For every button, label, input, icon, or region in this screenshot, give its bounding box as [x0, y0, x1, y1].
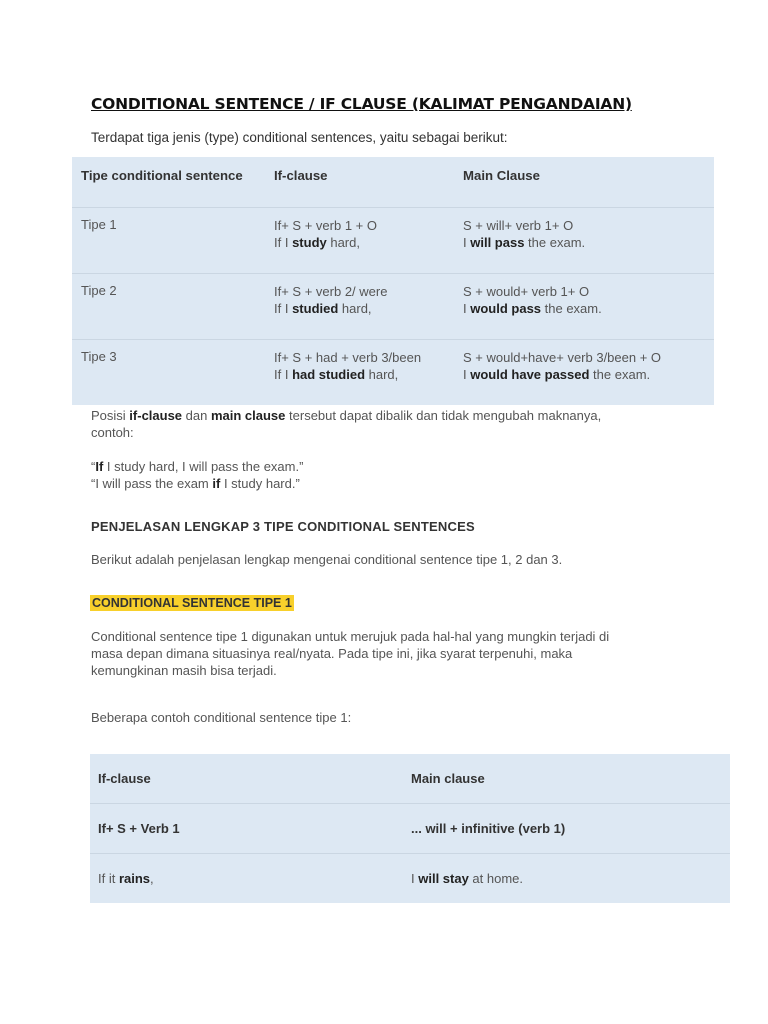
header-main-clause: Main clause [411, 754, 730, 804]
table-row [72, 273, 714, 339]
if-formula: If+ S + verb 1 + O [274, 217, 377, 233]
main-formula: S + would+ verb 1+ O [463, 283, 590, 299]
if-clause-cell [274, 207, 463, 273]
table-header-row [72, 157, 714, 207]
table-row [72, 339, 714, 405]
if-clause-cell [274, 339, 463, 405]
if-example: If it rains, [98, 871, 154, 886]
tipe-cell: Tipe 3 [81, 348, 117, 364]
examples-intro: Beberapa contoh conditional sentence tipe 1: [91, 710, 352, 725]
main-example: I will stay at home. [411, 871, 524, 886]
if-example: If I studied hard, [274, 300, 372, 316]
main-clause-cell [463, 339, 714, 405]
if-example: If I had studied hard, [274, 366, 399, 382]
tipe-cell: Tipe 1 [72, 207, 274, 273]
tipe1-table [90, 754, 730, 903]
table-row [72, 207, 714, 273]
main-clause-cell [463, 273, 714, 339]
if-formula: If+ S + Verb 1 [90, 804, 411, 854]
conditional-types-table [72, 157, 714, 405]
main-formula: S + would+have+ verb 3/been + O [463, 349, 662, 365]
if-formula: If+ S + verb 2/ were [274, 283, 388, 299]
main-formula: S + will+ verb 1+ O [463, 217, 574, 233]
tipe-cell: Tipe 2 [72, 273, 274, 339]
tipe1-description: Conditional sentence tipe 1 digunakan untuk merujuk pada hal-hal yang mungkin terjadi di masa depan dimana situasinya real/nyata. Pada tipe ini, jika syarat terpenuhi, maka kemungkinan masih bisa terjadi. [91, 629, 610, 678]
page-title: CONDITIONAL SENTENCE / IF CLAUSE (KALIMAT PENGANDAIAN) [91, 95, 632, 113]
if-example: If I study hard, [274, 234, 360, 250]
main-example: I would pass the exam. [463, 300, 602, 316]
intro-text: Terdapat tiga jenis (type) conditional sentences, yaitu sebagai berikut: [91, 130, 508, 145]
main-clause-cell [463, 207, 714, 273]
section-heading: PENJELASAN LENGKAP 3 TIPE CONDITIONAL SENTENCES [91, 519, 475, 534]
table-row [90, 854, 730, 904]
main-formula: ... will + infinitive (verb 1) [411, 804, 730, 854]
header-if-clause: If-clause [274, 157, 463, 207]
section-intro: Berikut adalah penjelasan lengkap mengenai conditional sentence tipe 1, 2 dan 3. [91, 552, 563, 567]
table-row [90, 804, 730, 854]
if-clause-cell [274, 273, 463, 339]
example-sentences [91, 458, 303, 492]
position-paragraph: Posisi if-clause dan main clause tersebut dapat dibalik dan tidak mengubah maknanya, contoh: [91, 408, 602, 440]
example-line-2: “I will pass the exam if I study hard.” [91, 476, 300, 491]
main-example: I would have passed the exam. [463, 366, 651, 382]
table-header-row [90, 754, 730, 804]
header-if-clause: If-clause [90, 754, 411, 804]
main-example: I will pass the exam. [463, 234, 586, 250]
header-tipe: Tipe conditional sentence [72, 157, 274, 207]
example-line-1: “If I study hard, I will pass the exam.” [91, 459, 304, 474]
if-formula: If+ S + had + verb 3/been [274, 349, 422, 365]
highlighted-heading: CONDITIONAL SENTENCE TIPE 1 [92, 596, 292, 610]
header-main-clause: Main Clause [463, 157, 714, 207]
